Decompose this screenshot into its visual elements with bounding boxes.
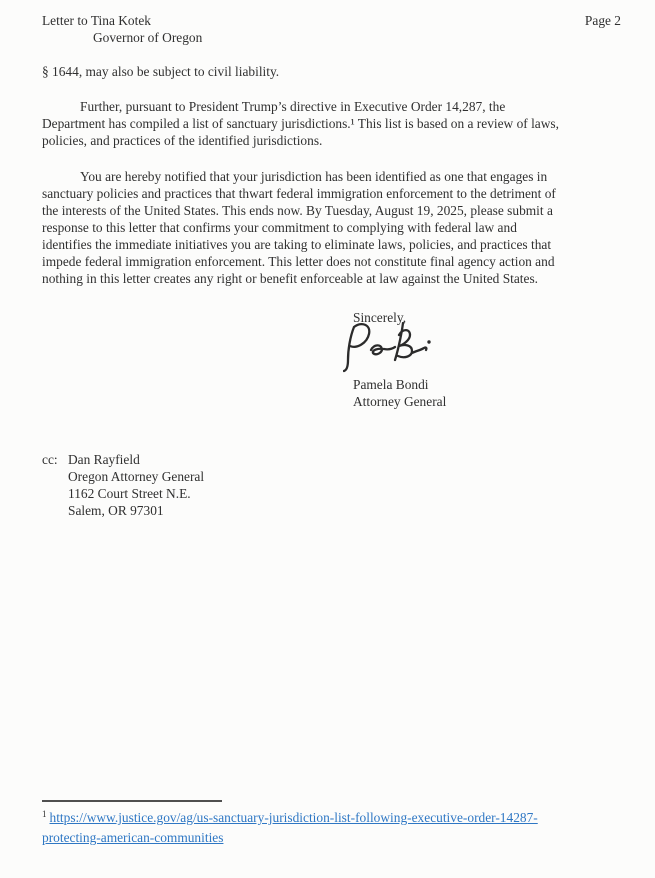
cc-line: Oregon Attorney General	[68, 469, 205, 484]
footnote	[42, 800, 621, 848]
cc-line: Dan Rayfield	[68, 452, 140, 467]
continuation-line: § 1644, may also be subject to civil liability.	[42, 64, 280, 79]
footnote-link-line1[interactable]: https://www.justice.gov/ag/us-sanctuary-jurisdiction-list-following-executive-order-14287-	[49, 810, 538, 825]
signer-title: Attorney General	[353, 394, 447, 409]
paragraph-line: Department has compiled a list of sanctuary jurisdictions.¹ This list is based on a review of laws,	[42, 116, 559, 131]
paragraph-line: identifies the immediate initiatives you are taking to eliminate laws, policies, and practices that	[42, 237, 552, 252]
cc-line: Salem, OR 97301	[68, 503, 164, 518]
paragraph-line: Further, pursuant to President Trump’s directive in Executive Order 14,287, the	[80, 99, 506, 114]
footnote-separator	[42, 800, 222, 802]
paragraph-line: sanctuary policies and practices that thwart federal immigration enforcement to the detriment of	[42, 186, 556, 201]
page-header	[42, 12, 621, 29]
paragraph-line: response to this letter that confirms your commitment to complying with federal law and	[42, 220, 517, 235]
footnote-link[interactable]	[42, 810, 538, 845]
page-number: Page 2	[584, 13, 621, 28]
footnote-marker: 1	[42, 808, 47, 819]
paragraph-1	[42, 98, 621, 149]
signature-image	[343, 322, 443, 374]
header-title-line1: Letter to Tina Kotek	[42, 13, 151, 28]
paragraph-line: the interests of the United States. This ends now. By Tuesday, August 19, 2025, please submit a	[42, 203, 553, 218]
paragraph-line: policies, and practices of the identified jurisdictions.	[42, 133, 323, 148]
cc-block	[42, 451, 621, 519]
footnote-text	[42, 808, 621, 848]
cc-label: cc:	[42, 452, 58, 467]
paragraph-line: You are hereby notified that your jurisdiction has been identified as one that engages in	[80, 169, 548, 184]
signer-name: Pamela Bondi	[353, 377, 429, 392]
closing-block	[353, 309, 621, 410]
paragraph-2	[42, 168, 621, 287]
footnote-link-line2[interactable]: protecting-american-communities	[42, 830, 224, 845]
paragraph-line: nothing in this letter creates any right or benefit enforceable at law against the United States.	[42, 271, 539, 286]
cc-line: 1162 Court Street N.E.	[68, 486, 191, 501]
salutation: Sincerely,	[353, 310, 407, 325]
cc-lines	[68, 451, 204, 519]
header-title-line2: Governor of Oregon	[93, 30, 203, 45]
paragraph-line: impede federal immigration enforcement. This letter does not constitute final agency action and	[42, 254, 555, 269]
